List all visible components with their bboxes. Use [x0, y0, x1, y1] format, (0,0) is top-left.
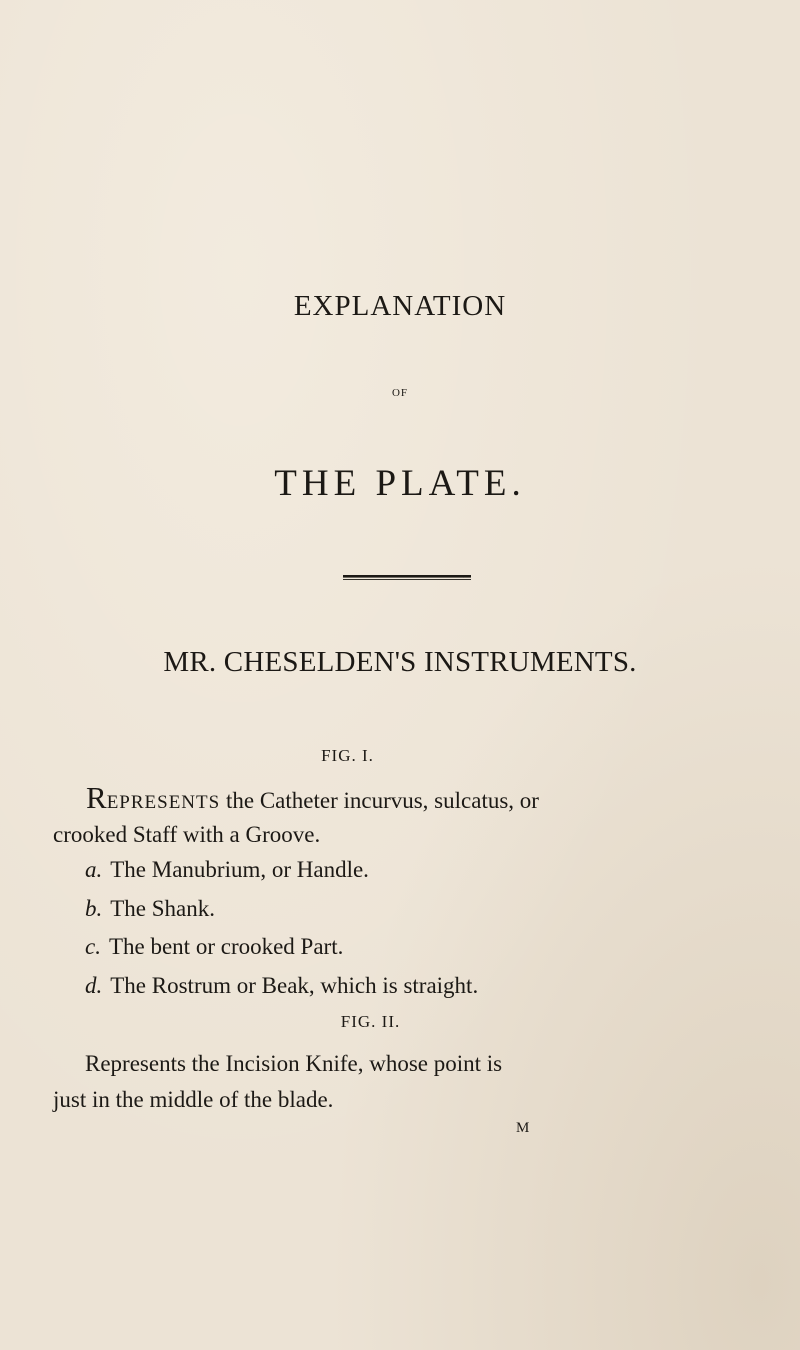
item-letter: c. — [85, 934, 101, 959]
title-of: OF — [391, 387, 409, 399]
item-text: The bent or crooked Part. — [108, 934, 344, 959]
item-letter: d. — [85, 973, 103, 998]
drop-cap: R — [86, 780, 107, 815]
fig-1-item-d — [85, 973, 478, 999]
fig-1-item-a — [85, 857, 369, 883]
item-text: The Rostrum or Beak, which is straight. — [110, 973, 479, 998]
fig-1-label: FIG. I. — [321, 746, 374, 765]
fig-1-line-1-text: the Catheter incurvus, sulcatus, or — [220, 788, 539, 813]
fig-2-description-line-1: Represents the Incision Knife, whose point is — [85, 1051, 503, 1076]
fig-2-label: FIG. II. — [340, 1012, 401, 1031]
fig-1-item-b — [85, 896, 215, 922]
item-letter: a. — [85, 857, 103, 882]
fig-1-item-c — [85, 934, 343, 960]
catchword: M — [516, 1120, 530, 1136]
section-heading: MR. CHESELDEN'S INSTRUMENTS. — [163, 646, 637, 678]
fig-2-description-line-2: just in the middle of the blade. — [53, 1087, 334, 1112]
fig-1-description-line-2: crooked Staff with a Groove. — [53, 822, 321, 847]
item-text: The Shank. — [110, 896, 216, 921]
ornamental-rule — [343, 575, 471, 581]
title-the-plate: THE PLATE. — [274, 463, 526, 504]
item-letter: b. — [85, 896, 103, 921]
item-text: The Manubrium, or Handle. — [110, 857, 369, 882]
small-caps-word: EPRESENTS — [106, 792, 221, 813]
title-explanation: EXPLANATION — [293, 290, 507, 322]
